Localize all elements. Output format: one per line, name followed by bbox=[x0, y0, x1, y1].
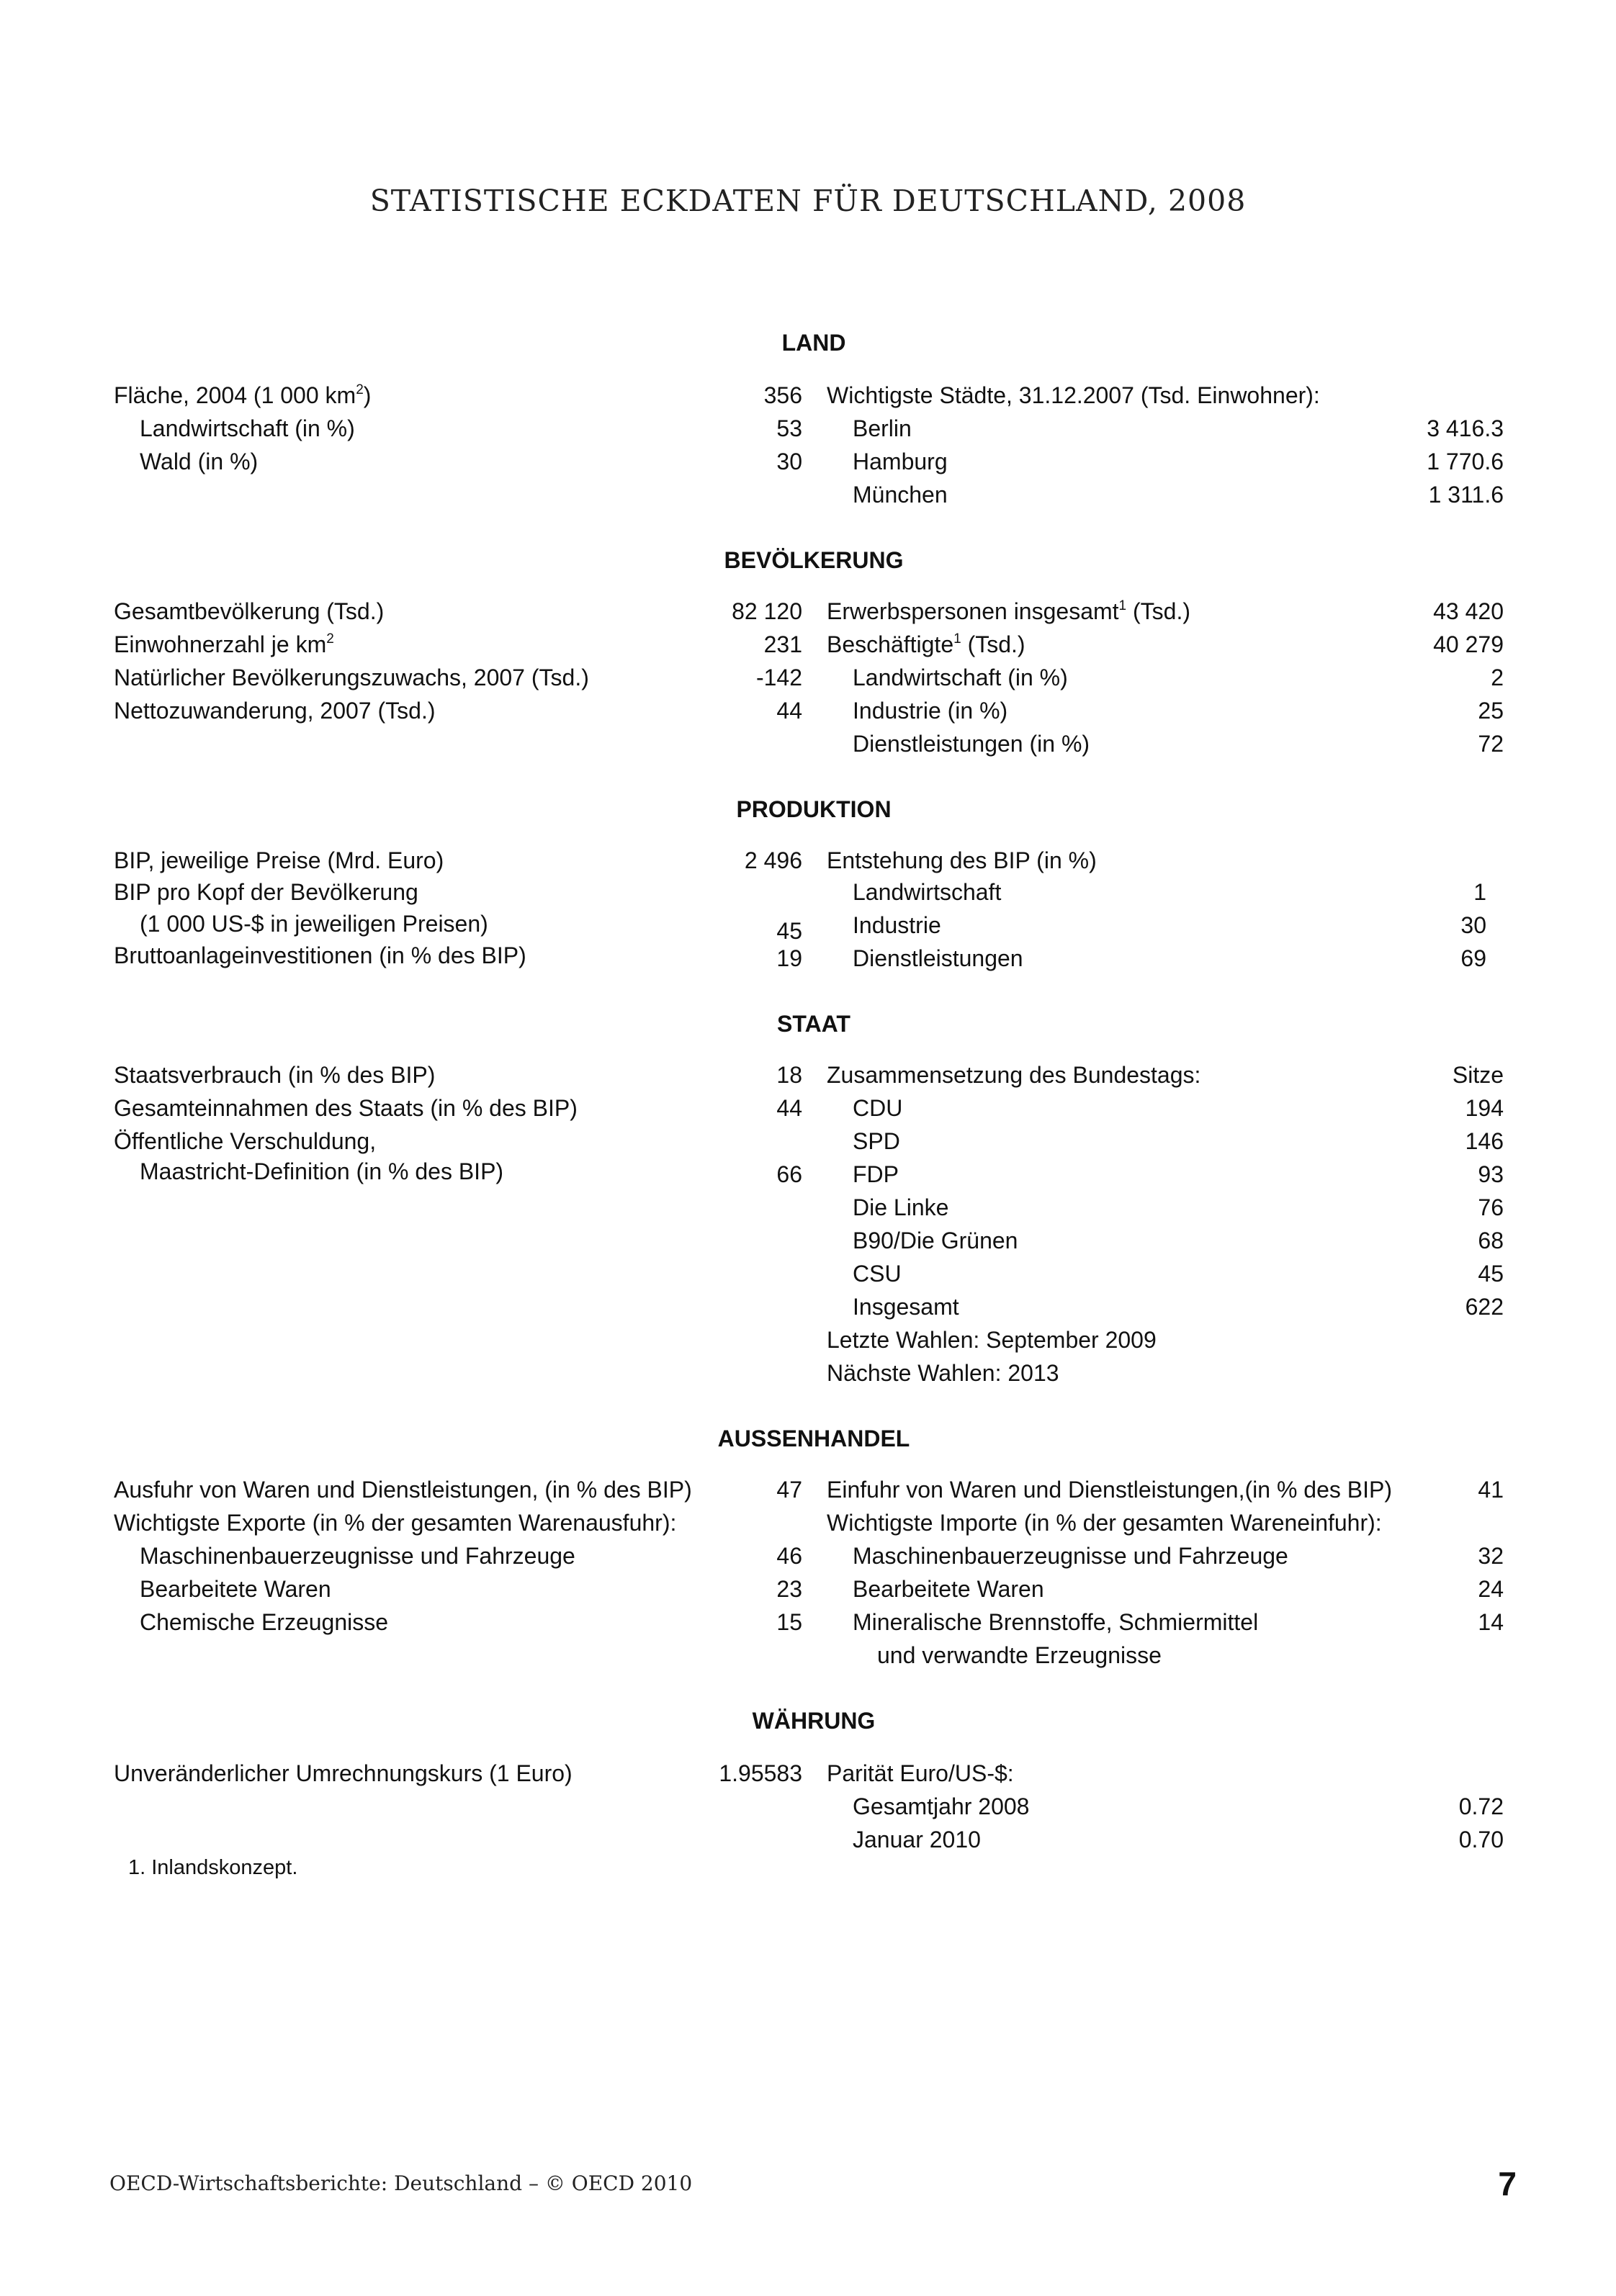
row-value: 44 bbox=[776, 1095, 802, 1121]
row-label: Wald (in %) bbox=[140, 449, 259, 474]
row-value: 1 311.6 bbox=[1428, 482, 1504, 508]
row-value: 47 bbox=[776, 1477, 802, 1503]
table-row bbox=[0, 1823, 1616, 1856]
row-value: 25 bbox=[1478, 698, 1504, 724]
row-value: 41 bbox=[1478, 1477, 1504, 1503]
row-label: Entstehung des BIP (in %) bbox=[827, 847, 1097, 873]
row-value: 231 bbox=[763, 631, 802, 657]
row-label: Unveränderlicher Umrechnungskurs (1 Euro) bbox=[114, 1760, 573, 1786]
row-label: Nächste Wahlen: 2013 bbox=[827, 1360, 1059, 1386]
table-row bbox=[0, 1639, 1616, 1672]
row-value: 43 420 bbox=[1433, 598, 1504, 624]
table-row bbox=[0, 1757, 1616, 1790]
row-value: 44 bbox=[776, 698, 802, 724]
row-value: 0.72 bbox=[1458, 1793, 1504, 1819]
row-value: 15 bbox=[776, 1609, 802, 1635]
row-label: Gesamteinnahmen des Staats (in % des BIP) bbox=[114, 1095, 578, 1121]
table-row bbox=[0, 628, 1616, 661]
row-value: 18 bbox=[776, 1062, 802, 1088]
footer-source: OECD-Wirtschaftsberichte: Deutschland – © OECD 2010 bbox=[109, 2171, 693, 2195]
row-value: 66 bbox=[776, 1161, 802, 1187]
row-value: 1 bbox=[1473, 879, 1486, 905]
party-name: CDU bbox=[853, 1095, 903, 1121]
row-value: 356 bbox=[763, 382, 802, 408]
page-title: STATISTISCHE ECKDATEN FÜR DEUTSCHLAND, 2008 bbox=[369, 184, 1247, 218]
row-label: Staatsverbrauch (in % des BIP) bbox=[114, 1062, 436, 1088]
row-value: 0.70 bbox=[1458, 1827, 1504, 1852]
table-row bbox=[0, 909, 1616, 942]
row-label: Wichtigste Städte, 31.12.2007 (Tsd. Einwohner): bbox=[827, 382, 1320, 408]
row-label: Nettozuwanderung, 2007 (Tsd.) bbox=[114, 698, 436, 724]
table-row bbox=[0, 1323, 1616, 1356]
table-row bbox=[0, 661, 1616, 694]
row-label: Mineralische Brennstoffe, Schmiermittel bbox=[853, 1609, 1259, 1635]
row-value: 2 496 bbox=[744, 847, 802, 873]
row-value: 24 bbox=[1478, 1576, 1504, 1602]
row-label: Berlin bbox=[853, 415, 912, 441]
row-label: Ausfuhr von Waren und Dienstleistungen, (in % des BIP) bbox=[114, 1477, 692, 1503]
row-label: Maschinenbauerzeugnisse und Fahrzeuge bbox=[853, 1543, 1288, 1569]
row-label: Landwirtschaft (in %) bbox=[140, 415, 355, 441]
party-name: Die Linke bbox=[853, 1194, 949, 1220]
row-label: Bearbeitete Waren bbox=[140, 1576, 331, 1602]
row-label: Januar 2010 bbox=[853, 1827, 981, 1852]
table-row bbox=[0, 727, 1616, 760]
row-label: Landwirtschaft bbox=[853, 879, 1002, 905]
row-label: Dienstleistungen bbox=[853, 945, 1023, 971]
row-label: Dienstleistungen (in %) bbox=[853, 731, 1090, 757]
party-seats: 194 bbox=[1465, 1095, 1504, 1121]
table-row bbox=[0, 595, 1616, 628]
row-value: Sitze bbox=[1452, 1062, 1504, 1088]
party-seats: 45 bbox=[1478, 1261, 1504, 1287]
section-heading-aussenhandel: AUSSENHANDEL bbox=[717, 1426, 910, 1451]
footnote: 1. Inlandskonzept. bbox=[128, 1856, 298, 1879]
row-label: Gesamtjahr 2008 bbox=[853, 1793, 1030, 1819]
row-label: Beschäftigte$^1$ (Tsd.) bbox=[827, 631, 1025, 657]
table-row bbox=[0, 1606, 1616, 1639]
section-heading-land: LAND bbox=[781, 330, 846, 356]
table-row bbox=[0, 445, 1616, 478]
row-label: Öffentliche Verschuldung, bbox=[114, 1128, 377, 1154]
party-seats: 68 bbox=[1478, 1228, 1504, 1253]
row-label: Maschinenbauerzeugnisse und Fahrzeuge bbox=[140, 1543, 575, 1569]
row-value: 2 bbox=[1491, 665, 1504, 690]
row-label: und verwandte Erzeugnisse bbox=[877, 1642, 1162, 1668]
row-value: -142 bbox=[755, 665, 802, 690]
table-row bbox=[0, 1058, 1616, 1091]
row-label: Letzte Wahlen: September 2009 bbox=[827, 1327, 1157, 1353]
party-seats: 622 bbox=[1465, 1294, 1504, 1320]
table-row bbox=[0, 1224, 1616, 1257]
row-value: 14 bbox=[1478, 1609, 1504, 1635]
row-value: 1 770.6 bbox=[1427, 449, 1504, 474]
row-label: Einfuhr von Waren und Dienstleistungen,(in % des BIP) bbox=[827, 1477, 1392, 1503]
row-value: 19 bbox=[776, 945, 802, 971]
table-row bbox=[0, 1572, 1616, 1606]
party-name: B90/Die Grünen bbox=[853, 1228, 1018, 1253]
row-value: 30 bbox=[776, 449, 802, 474]
row-value: 40 279 bbox=[1433, 631, 1504, 657]
table-row bbox=[0, 875, 1616, 909]
party-name: FDP bbox=[853, 1161, 899, 1187]
row-label: Hamburg bbox=[853, 449, 948, 474]
table-row bbox=[0, 1257, 1616, 1290]
row-value: 45 bbox=[776, 918, 802, 944]
row-label: Bearbeitete Waren bbox=[853, 1576, 1044, 1602]
row-value: 82 120 bbox=[732, 598, 802, 624]
row-value: 46 bbox=[776, 1543, 802, 1569]
party-seats: 146 bbox=[1465, 1128, 1504, 1154]
row-label: Landwirtschaft (in %) bbox=[853, 665, 1068, 690]
row-value: 23 bbox=[776, 1576, 802, 1602]
party-seats: 93 bbox=[1478, 1161, 1504, 1187]
table-row bbox=[0, 844, 1616, 877]
page-number: 7 bbox=[1498, 2165, 1517, 2202]
table-row bbox=[0, 1125, 1616, 1158]
table-row bbox=[0, 478, 1616, 511]
section-heading-bevoelkerung: BEVÖLKERUNG bbox=[724, 547, 904, 573]
table-row bbox=[0, 942, 1616, 975]
table-row bbox=[0, 379, 1616, 412]
row-label: Industrie (in %) bbox=[853, 698, 1008, 724]
row-value: 53 bbox=[776, 415, 802, 441]
row-value: 3 416.3 bbox=[1427, 415, 1504, 441]
section-heading-staat: STAAT bbox=[777, 1011, 850, 1037]
row-label: Chemische Erzeugnisse bbox=[140, 1609, 389, 1635]
row-label: BIP, jeweilige Preise (Mrd. Euro) bbox=[114, 847, 444, 873]
table-row bbox=[0, 1539, 1616, 1572]
row-label: Wichtigste Exporte (in % der gesamten Warenausfuhr): bbox=[114, 1510, 677, 1536]
row-label: Industrie bbox=[853, 912, 941, 938]
table-row bbox=[0, 1790, 1616, 1823]
row-label: Einwohnerzahl je $km^2$ bbox=[114, 631, 334, 657]
row-label: Erwerbspersonen insgesamt$^1$ (Tsd.) bbox=[827, 598, 1190, 624]
table-row bbox=[0, 1191, 1616, 1224]
party-name: SPD bbox=[853, 1128, 900, 1154]
section-heading-produktion: PRODUKTION bbox=[736, 796, 892, 822]
row-label: Maastricht-Definition (in % des BIP) bbox=[140, 1158, 504, 1184]
table-row bbox=[0, 1356, 1616, 1390]
row-label: München bbox=[853, 482, 948, 508]
party-name: Insgesamt bbox=[853, 1294, 959, 1320]
table-row bbox=[0, 694, 1616, 727]
row-label: Zusammensetzung des Bundestags: bbox=[827, 1062, 1201, 1088]
row-value: 32 bbox=[1478, 1543, 1504, 1569]
table-row bbox=[0, 412, 1616, 445]
row-label: (1 000 US-$ in jeweiligen Preisen) bbox=[140, 911, 488, 937]
row-label: Fläche, 2004 (1 000 $km^2$) bbox=[114, 382, 372, 408]
table-row bbox=[0, 1506, 1616, 1539]
table-row bbox=[0, 1158, 1616, 1191]
party-name: CSU bbox=[853, 1261, 902, 1287]
table-row bbox=[0, 1473, 1616, 1506]
row-value: 1.95583 bbox=[719, 1760, 802, 1786]
row-label: BIP pro Kopf der Bevölkerung bbox=[114, 879, 418, 905]
row-value: 72 bbox=[1478, 731, 1504, 757]
row-label: Wichtigste Importe (in % der gesamten Wareneinfuhr): bbox=[827, 1510, 1382, 1536]
table-row bbox=[0, 1290, 1616, 1323]
row-label: Gesamtbevölkerung (Tsd.) bbox=[114, 598, 385, 624]
row-label: Parität Euro/US-$: bbox=[827, 1760, 1014, 1786]
row-label: Natürlicher Bevölkerungszuwachs, 2007 (Tsd.) bbox=[114, 665, 589, 690]
section-heading-waehrung: WÄHRUNG bbox=[752, 1708, 876, 1734]
row-label: Bruttoanlageinvestitionen (in % des BIP) bbox=[114, 942, 526, 968]
row-value: 69 bbox=[1460, 945, 1486, 971]
party-seats: 76 bbox=[1478, 1194, 1504, 1220]
table-row bbox=[0, 1091, 1616, 1125]
row-value: 30 bbox=[1460, 912, 1486, 938]
